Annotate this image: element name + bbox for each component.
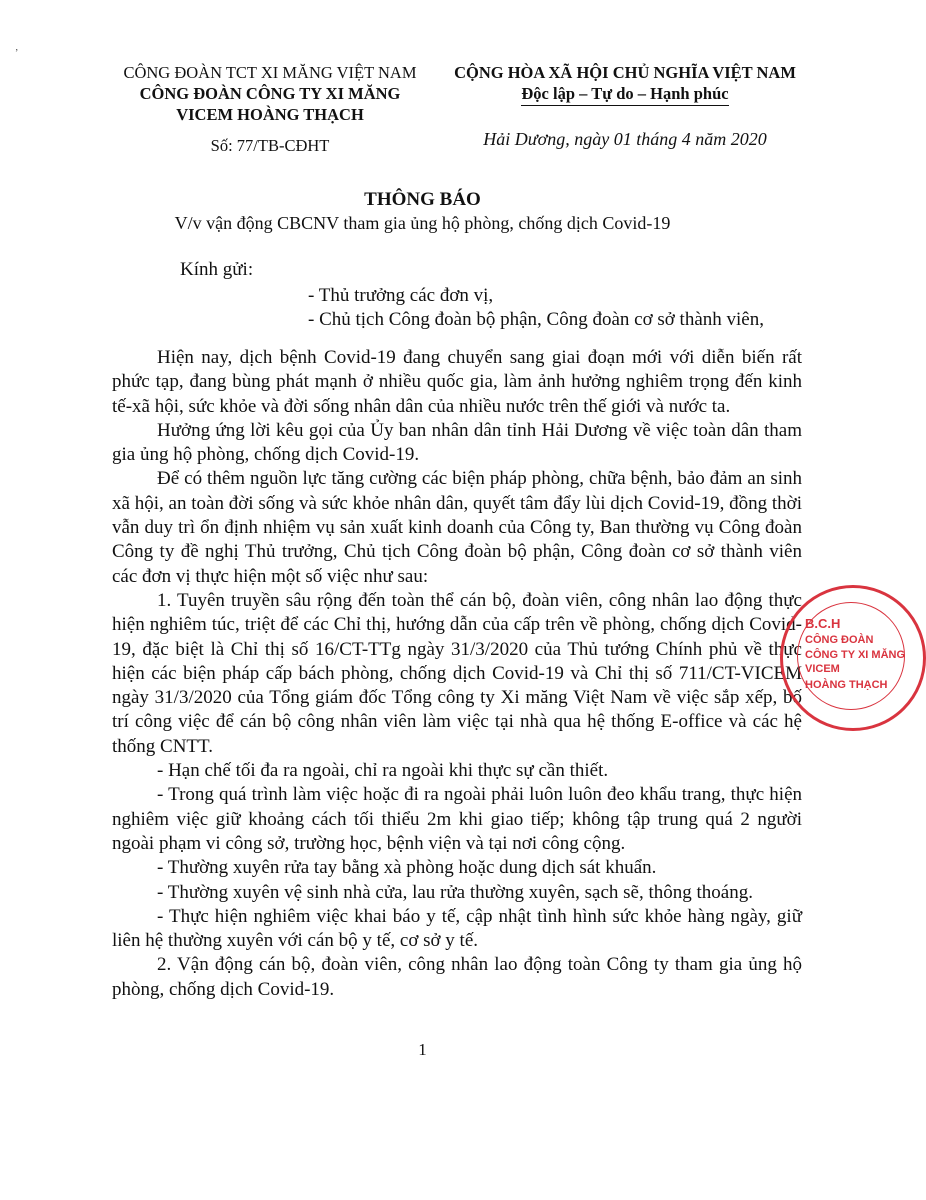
paragraph: - Thực hiện nghiêm việc khai báo y tế, cập nhật tình hình sức khỏe hàng ngày, giữ liên hệ thường xuyên với cán bộ y tế, cơ sở y tế.: [112, 905, 802, 952]
scan-mark: ʼ: [15, 48, 19, 59]
paragraph: Hiện nay, dịch bệnh Covid-19 đang chuyển sang giai đoạn mới với diễn biến rất phức tạp, đang bùng phát mạnh ở nhiều quốc gia, làm ảnh hưởng nghiêm trọng đến kinh tế-xã hội, sức khỏe và đời sống nhân dân của nhiều nước trên thế giới và nước ta.: [112, 347, 802, 417]
document-body: [112, 346, 802, 1002]
union-company-name-2: VICEM HOÀNG THẠCH: [176, 105, 364, 124]
paragraph: Để có thêm nguồn lực tăng cường các biện pháp phòng, chữa bệnh, bảo đảm an sinh xã hội, an toàn đời sống và sức khỏe nhân dân, quyết tâm đẩy lùi dịch Covid-19, đồng thời vẫn duy trì ổn định nhiệm vụ sản xuất kinh doanh của Công ty, Ban thường vụ Công đoàn Công ty đề nghị Thủ trưởng, Chủ tịch Công đoàn bộ phận, Công đoàn cơ sở thành viên các đơn vị thực hiện một số việc như sau:: [112, 468, 802, 587]
stamp-text: B.C.H: [805, 616, 841, 631]
paragraph: - Thường xuyên vệ sinh nhà cửa, lau rửa thường xuyên, sạch sẽ, thông thoáng.: [157, 881, 753, 903]
recipient-2: - Chủ tịch Công đoàn bộ phận, Công đoàn cơ sở thành viên,: [308, 309, 764, 330]
document-number: Số: 77/TB-CĐHT: [210, 136, 330, 155]
union-company-name: CÔNG ĐOÀN CÔNG TY XI MĂNG: [139, 84, 401, 103]
paragraph: 1. Tuyên truyền sâu rộng đến toàn thể cán bộ, đoàn viên, công nhân lao động thực hiện nghiêm túc, triệt để các Chỉ thị, hướng dẫn của cấp trên về phòng, chống dịch Covid-19, đặc biệt là Chỉ thị số 16/CT-TTg ngày 31/3/2020 của Thủ tướng Chính phủ về thực hiện các biện pháp cấp bách phòng, chống dịch Covid-19 và Chỉ thị số 711/CT-VICEM ngày 31/3/2020 của Tổng giám đốc Tổng công ty Xi măng Việt Nam về việc sắp xếp, bố trí công việc để cán bộ công nhân viên làm việc tại nhà qua hệ thống E-office và các hệ thống CNTT.: [112, 589, 802, 757]
header-right: [440, 62, 810, 150]
document-date: Hải Dương, ngày 01 tháng 4 năm 2020: [483, 129, 767, 149]
document-subtitle: V/v vận động CBCNV tham gia ủng hộ phòng, chống dịch Covid-19: [174, 213, 671, 233]
paragraph: 2. Vận động cán bộ, đoàn viên, công nhân lao động toàn Công ty tham gia ủng hộ phòng, chống dịch Covid-19.: [112, 954, 802, 1000]
national-title: CỘNG HÒA XÃ HỘI CHỦ NGHĨA VIỆT NAM: [454, 63, 796, 82]
stamp-text: VICEM: [805, 663, 840, 675]
document-title: THÔNG BÁO: [364, 189, 481, 210]
national-motto: Độc lập – Tự do – Hạnh phúc: [521, 83, 728, 106]
union-parent-name: CÔNG ĐOÀN TCT XI MĂNG VIỆT NAM: [123, 63, 417, 82]
paragraph: - Thường xuyên rửa tay bằng xà phòng hoặc dung dịch sát khuẩn.: [157, 857, 657, 879]
stamp-text: CÔNG ĐOÀN: [805, 634, 874, 646]
paragraph: - Hạn chế tối đa ra ngoài, chỉ ra ngoài khi thực sự cần thiết.: [157, 760, 609, 782]
paragraph: - Trong quá trình làm việc hoặc đi ra ngoài phải luôn luôn đeo khẩu trang, thực hiện nghiêm việc giữ khoảng cách tối thiểu 2m khi giao tiếp; không tập trung quá 2 người ngoài phạm vi công sở, trường học, bệnh viện và tại nơi công cộng.: [112, 784, 802, 854]
page-number: 1: [418, 1040, 427, 1059]
stamp-text: CÔNG TY XI MĂNG: [805, 649, 906, 661]
union-stamp: [780, 585, 926, 731]
paragraph: Hưởng ứng lời kêu gọi của Ủy ban nhân dân tỉnh Hải Dương về việc toàn dân tham gia ủng hộ phòng, chống dịch Covid-19.: [112, 419, 802, 466]
greeting: Kính gửi:: [180, 259, 254, 280]
header-left: [100, 62, 440, 156]
stamp-text: HOÀNG THẠCH: [805, 679, 888, 691]
recipient-1: - Thủ trưởng các đơn vị,: [308, 285, 494, 306]
